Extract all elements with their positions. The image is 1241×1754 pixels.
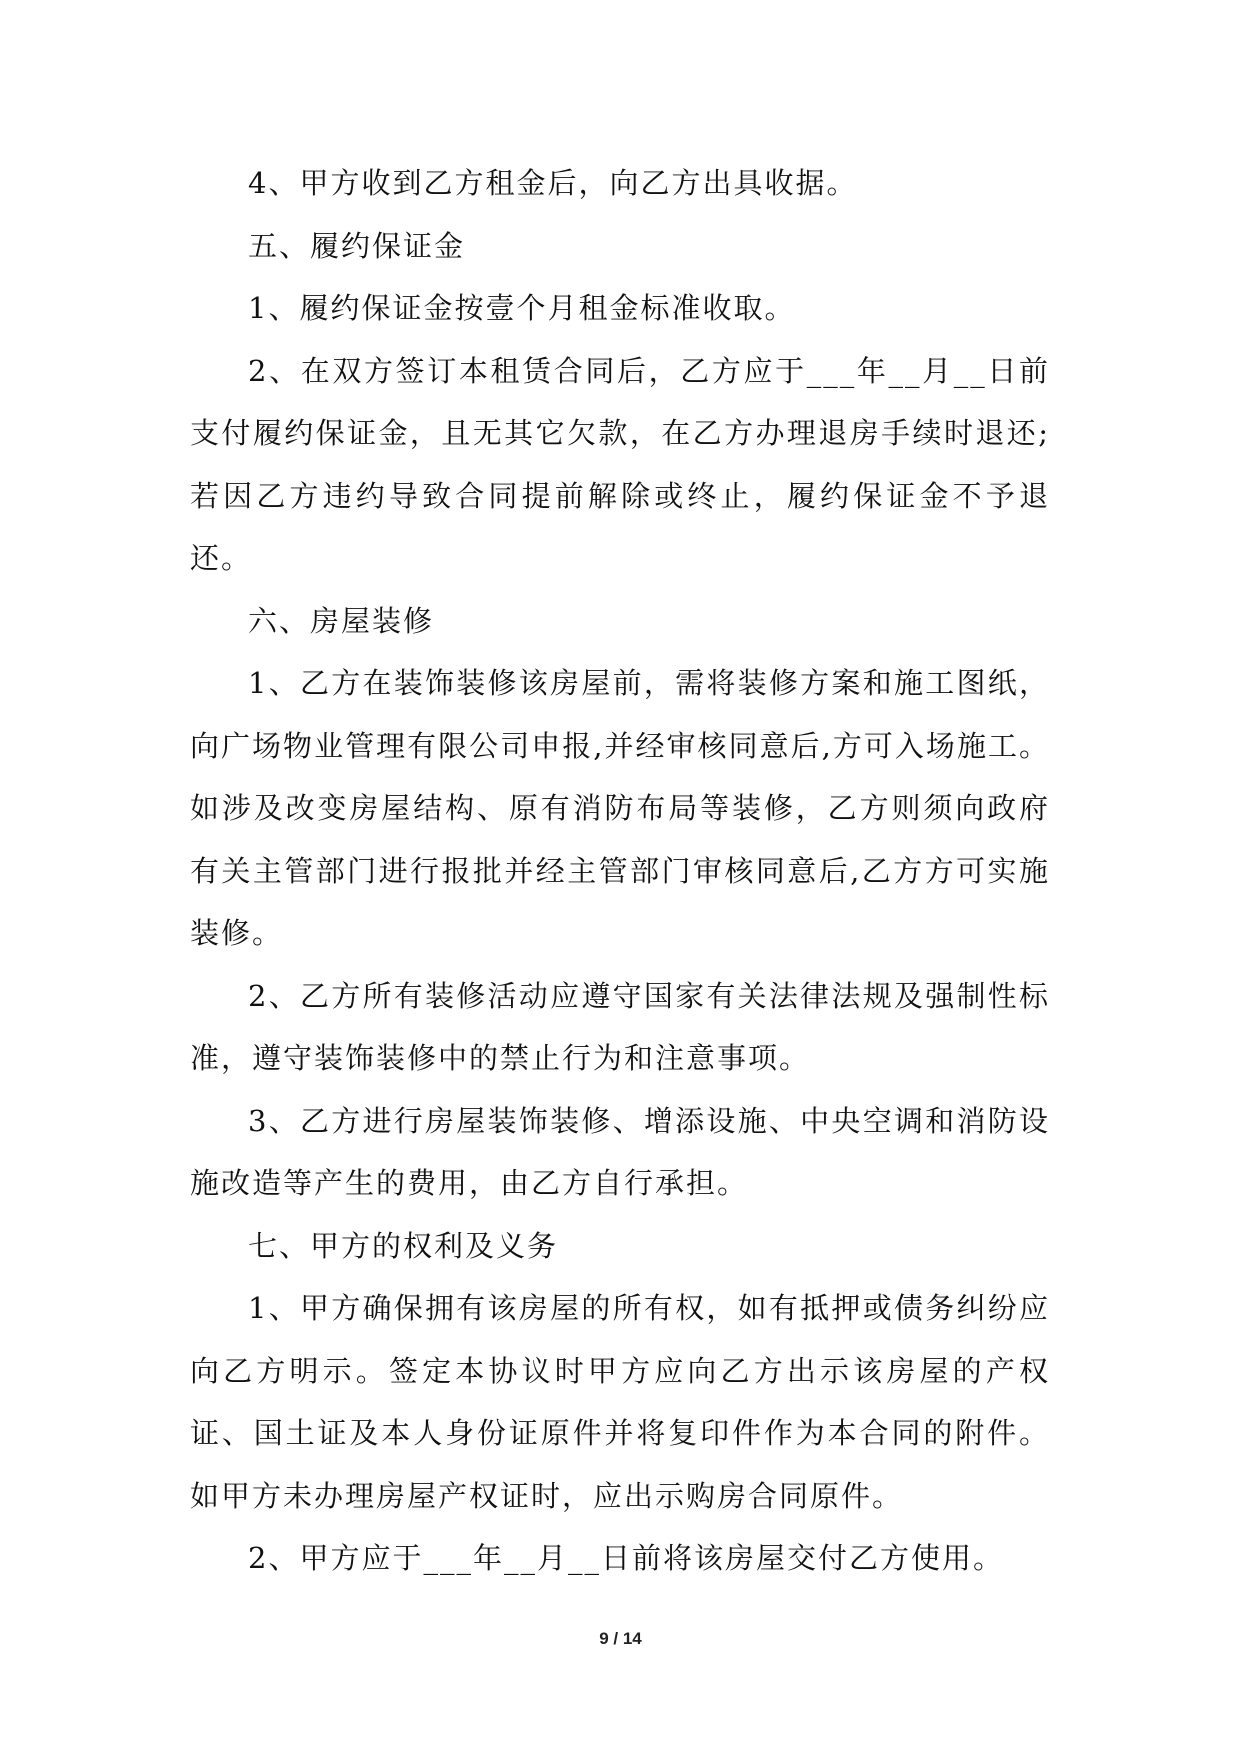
paragraph-deposit-amount: 1、履约保证金按壹个月租金标准收取。 <box>248 291 796 325</box>
paragraph-handover-date: 2、甲方应于___年__月__日前将该房屋交付乙方使用。 <box>248 1541 1004 1575</box>
heading-performance-deposit: 五、履约保证金 <box>248 228 466 263</box>
paragraph-renovation-compliance: 2、乙方所有装修活动应遵守国家有关法律法规及强制性标准，遵守装饰装修中的禁止行为和注意事项。 <box>190 978 1050 1075</box>
paragraph-deposit-payment: 2、在双方签订本租赁合同后，乙方应于___年__月__日前支付履约保证金，且无其它欠款，在乙方办理退房手续时退还;若因乙方违约导致合同提前解除或终止，履约保证金不予退还。 <box>190 353 1050 575</box>
heading-party-a-rights: 七、甲方的权利及义务 <box>248 1228 559 1263</box>
paragraph-rent-receipt: 4、甲方收到乙方租金后，向乙方出具收据。 <box>248 166 858 200</box>
document-body <box>190 152 1050 1590</box>
paragraph-renovation-costs: 3、乙方进行房屋装饰装修、增添设施、中央空调和消防设施改造等产生的费用，由乙方自行承担。 <box>190 1103 1050 1200</box>
paragraph-renovation-approval: 1、乙方在装饰装修该房屋前，需将装修方案和施工图纸，向广场物业管理有限公司申报,并经审核同意后,方可入场施工。如涉及改变房屋结构、原有消防布局等装修，乙方则须向政府有关主管部门进行报批并经主管部门审核同意后,乙方方可实施装修。 <box>190 666 1050 950</box>
page-number: 9 / 14 <box>599 1629 642 1648</box>
paragraph-ownership-disclosure: 1、甲方确保拥有该房屋的所有权，如有抵押或债务纠纷应向乙方明示。签定本协议时甲方应向乙方出示该房屋的产权证、国土证及本人身份证原件并将复印件作为本合同的附件。如甲方未办理房屋产权证时，应出示购房合同原件。 <box>190 1291 1050 1513</box>
heading-renovation: 六、房屋装修 <box>248 603 435 638</box>
